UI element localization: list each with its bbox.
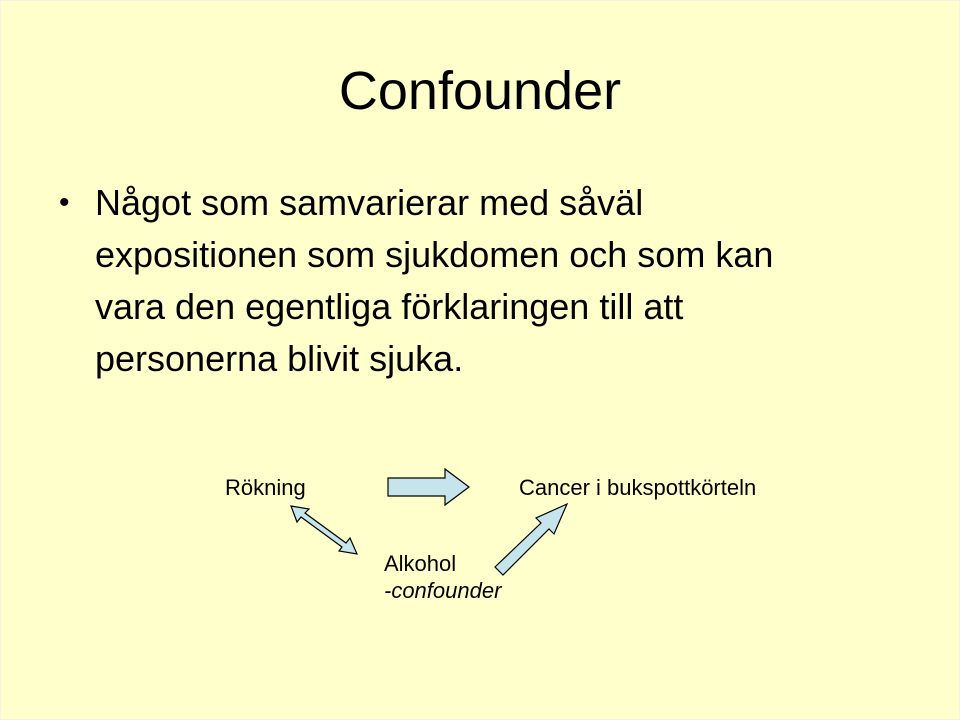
bullet-dot-icon: • (59, 186, 70, 219)
confounder-label: Alkohol (384, 551, 457, 576)
up-right-arrow-icon (495, 504, 567, 575)
slide-title: Confounder (338, 61, 622, 121)
right-arrow-icon (388, 469, 469, 505)
bullet-line: personerna blivit sjuka. (95, 338, 464, 379)
double-arrow-icon (291, 506, 357, 554)
outcome-label: Cancer i bukspottkörteln (519, 475, 757, 500)
bullet-line: Något som samvarierar med såväl (95, 182, 644, 223)
bullet-line: vara den egentliga förklaringen till att (95, 286, 684, 327)
exposure-label: Rökning (225, 475, 306, 500)
confounder-role-label: -confounder (384, 578, 502, 603)
diagram-arrows (1, 1, 959, 719)
bullet-line: expositionen som sjukdomen och som kan (95, 234, 774, 275)
